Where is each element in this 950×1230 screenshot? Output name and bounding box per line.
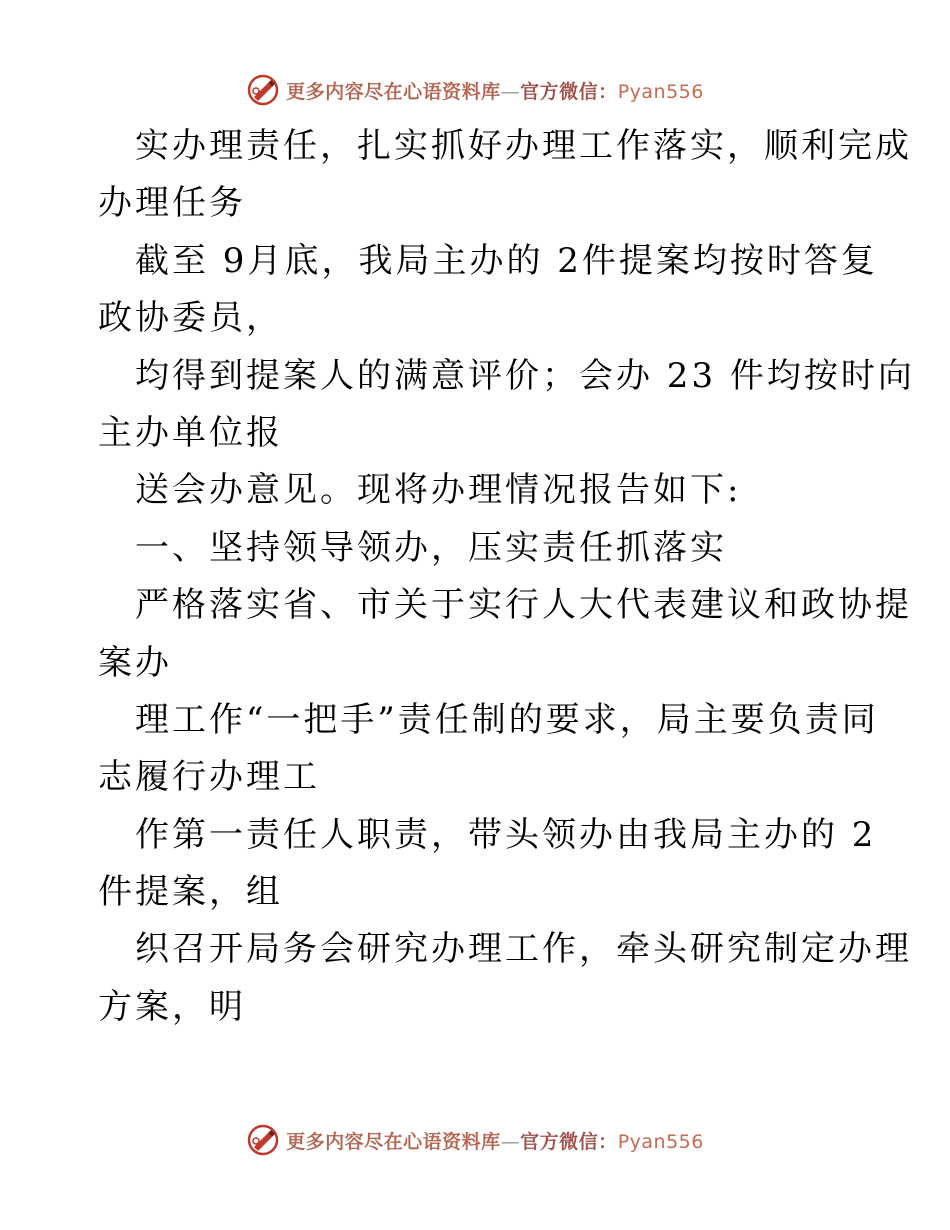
body-line-13: 作第一责任人职责，带头领办由我局主办的 2 — [135, 814, 877, 855]
document-body — [98, 118, 915, 1036]
body-line-3: 截至 9月底，我局主办的 2件提案均按时答复 — [135, 240, 878, 281]
footer-watermark-text — [286, 1127, 704, 1154]
footer-watermark-banner — [0, 1120, 950, 1160]
footer-wechat-id: Pyan556 — [617, 1130, 704, 1153]
footer-brand-text: 更多内容尽在心语资料库 — [286, 1130, 501, 1153]
pen-logo-icon — [246, 73, 280, 107]
header-separator: — — [500, 80, 521, 103]
header-wechat-label: 官方微信： — [520, 80, 618, 103]
header-brand-text: 更多内容尽在心语资料库 — [286, 80, 501, 103]
header-watermark-banner — [0, 70, 950, 110]
footer-separator: — — [500, 1130, 521, 1153]
body-line-9: 严格落实省、市关于实行人大代表建议和政协提 — [135, 585, 912, 626]
header-wechat-id: Pyan556 — [617, 80, 704, 103]
section-heading-1: 一、坚持领导领办，压实责任抓落实 — [135, 527, 727, 568]
body-line-15: 织召开局务会研究办理工作，牵头研究制定办理 — [135, 929, 912, 970]
body-line-1: 实办理责任，扎实抓好办理工作落实，顺利完成 — [135, 126, 912, 166]
body-line-16: 方案，明 — [98, 986, 246, 1027]
body-line-14: 件提案，组 — [98, 872, 283, 913]
body-line-10: 案办 — [98, 642, 172, 683]
pen-logo-icon — [246, 1123, 280, 1157]
body-line-7: 送会办意见。现将办理情况报告如下: — [135, 470, 742, 511]
body-line-12: 志履行办理工 — [98, 757, 320, 798]
body-line-11: 理工作“一把手”责任制的要求，局主要负责同 — [135, 699, 879, 740]
header-watermark-text — [286, 77, 704, 104]
body-line-6: 主办单位报 — [98, 412, 283, 453]
body-line-4: 政协委员， — [98, 298, 283, 339]
body-line-5: 均得到提案人的满意评价；会办 23 件均按时向 — [135, 355, 915, 396]
footer-wechat-label: 官方微信： — [520, 1130, 618, 1153]
body-line-2: 办理任务 — [98, 183, 246, 224]
